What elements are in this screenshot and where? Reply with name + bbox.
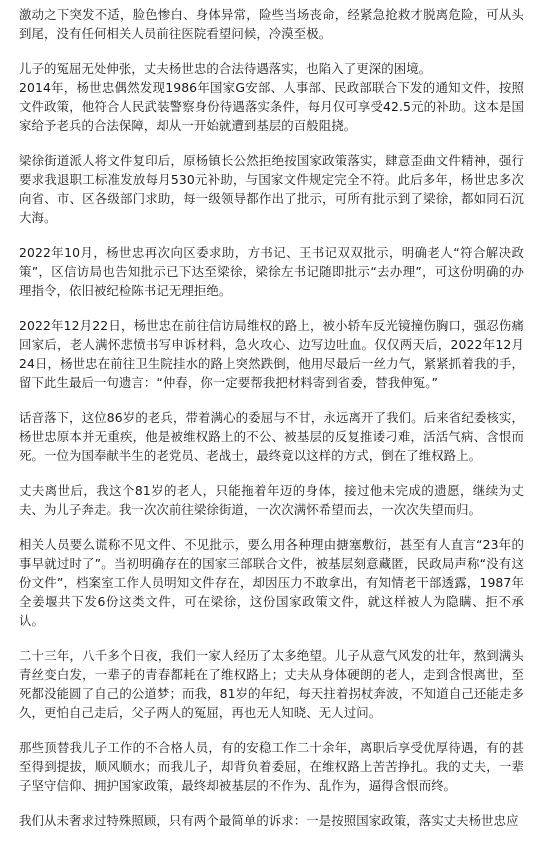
paragraph-11: 我们从未奢求过特殊照顾，只有两个最简单的诉求：一是按照国家政策，落实丈夫杨世忠应 xyxy=(19,813,519,828)
paragraph-1: 激动之下突发不适，脸色惨白、身体异常，险些当场丧命，经紧急抢救才脱离危险，可从头到尾，没有任何相关人员前往医院看望问候，冷漠至极。 xyxy=(19,7,524,41)
paragraph-10: 那些顶替我儿子工作的不合格人员，有的安稳工作二十余年，离职后享受优厚待遇，有的甚至得到提拔，顺风顺水；而我儿子，却背负着委屈，在维权路上苦苦挣扎。我的丈夫，一辈子坚守信仰、拥护国家政策，最终却被基层的不作为、乱作为，逼得含恨而终。 xyxy=(19,740,524,793)
paragraph-7: 丈夫离世后，我这个81岁的老人，只能拖着年迈的身体，接过他未完成的遗愿，继续为丈夫、为儿子奔走。我一次次前往梁徐街道，一次次满怀希望而去，一次次失望而归。 xyxy=(19,483,524,517)
paragraph-5: 2022年12月22日，杨世忠在前往信访局维权的路上，被小轿车反光镜撞伤胸口，强忍伤痛回家后，老人满怀悲愤书写申诉材料，急火攻心、边写边吐血。仅仅两天后，2022年12月24日，杨世忠在前往卫生院挂水的路上突然跌倒，他用尽最后一丝力气，紧紧抓着我的手，留下此生最后一句遗言：“仲春，你一定要帮我把材料寄到省委，替我伸冤。” xyxy=(19,318,524,390)
paragraph-4: 2022年10月，杨世忠再次向区委求助，方书记、王书记双双批示，明确老人“符合解决政策”，区信访局也告知批示已下达至梁徐，梁徐左书记随即批示“去办理”，可这份明确的办理指令，依旧被纪检陈书记无理拒绝。 xyxy=(19,245,524,298)
paragraph-9: 二十三年，八千多个日夜，我们一家人经历了太多绝望。儿子从意气风发的壮年，熬到满头青丝变白发，一辈子的青春都耗在了维权路上；丈夫从身体硬朗的老人，走到含恨离世，至死都没能圆了自己的公道梦；而我，81岁的年纪，每天拄着拐杖奔波，不知道自己还能走多久，更怕自己走后，父子两人的冤屈，再也无人知晓、无人过问。 xyxy=(19,648,524,720)
paragraph-8: 相关人员要么谎称不见文件、不见批示，要么用各种理由搪塞敷衍，甚至有人直言“23年的事早就过时了”。当初明确存在的国家三部联合文件，被基层刻意藏匿，民政局声称“没有这份文件”，档案室工作人员明知文件存在，却因压力不敢拿出，有知情老干部透露，1987年全姜堰共下发6份这类文件，可在梁徐，这份国家政策文件，就这样被人为隐瞒、拒不承认。 xyxy=(19,537,524,628)
paragraph-3: 梁徐街道派人将文件复印后，原杨镇长公然拒绝按国家政策落实，肆意歪曲文件精神，强行要求我退职工标准发放每月530元补助，与国家文件规定完全不符。此后多年，杨世忠多次向省、市、区各级部门求助，每一级领导都作出了批示，可所有批示到了梁徐，都如同石沉大海。 xyxy=(19,153,524,225)
paragraph-2: 儿子的冤屈无处伸张，丈夫杨世忠的合法待遇落实，也陷入了更深的困境。 2014年，杨世忠偶然发现1986年国家G安部、人事部、民政部联合下发的通知文件，按照文件政策，他符合人民武装警察身份待遇落实条件，每月仅可享受42.5元的补助。这本是国家给予老兵的合法保障，却从一开始就遭到基层的百般阻挠。 xyxy=(19,61,524,133)
paragraph-6: 话音落下，这位86岁的老兵，带着满心的委屈与不甘，永远离开了我们。后来省纪委核实，杨世忠原本并无重疾，他是被维权路上的不公、被基层的反复推诿刁难，活活气病、含恨而死。一位为国奉献半生的老党员、老战士，最终竟以这样的方式，倒在了维权路上。 xyxy=(19,410,524,463)
